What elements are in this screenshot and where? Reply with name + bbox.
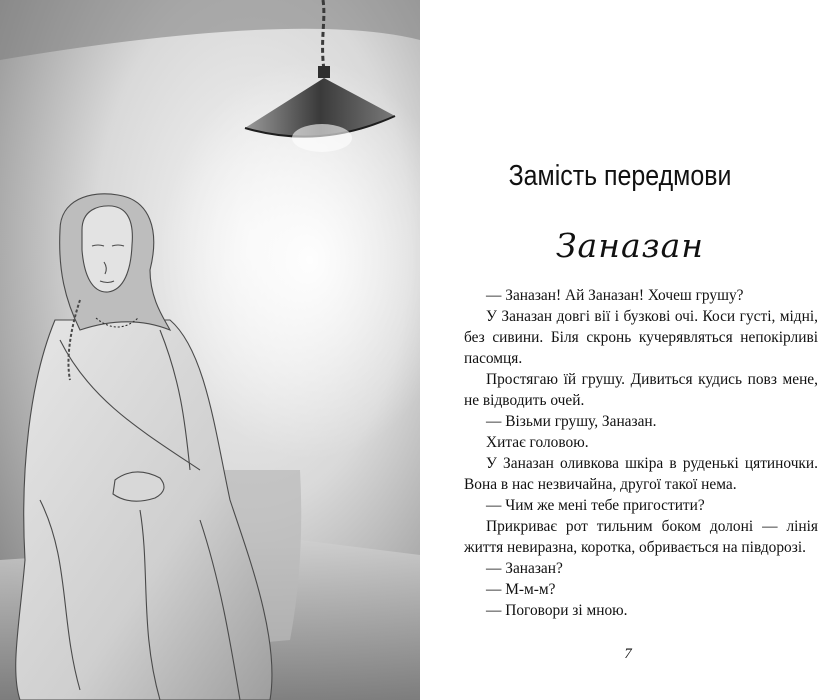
paragraph: — Візьми грушу, Заназан. [486,413,657,430]
chapter-title: Замість передмови [508,160,732,192]
story-title: Заназан [555,226,705,265]
page-number: 7 [624,646,632,662]
paragraph: — Поговори зі мною. [486,602,628,619]
story-text [464,285,818,621]
paragraph: Простягаю їй грушу. Дивиться кудись повз мене, не відводить очей. [464,371,818,409]
paragraph: У Заназан оливкова шкіра в руденькі цятиночки. Вона в нас незвичайна, другої такої нема. [464,455,818,493]
paragraph: Прикриває рот тильним боком долоні — лінія життя невиразна, коротка, обривається на півдорозі. [464,518,818,556]
paragraph: У Заназан довгі вії і бузкові очі. Коси густі, мідні, без сивини. Біля скронь кучерявляться непокірливі пасомця. [464,308,818,367]
paragraph: — М-м-м? [486,581,556,598]
paragraph: Хитає головою. [486,434,589,451]
paragraph: — Заназан! Ай Заназан! Хочеш грушу? [486,287,744,304]
right-page [420,0,840,700]
paragraph: — Чим же мені тебе пригостити? [486,497,705,514]
paragraph: — Заназан? [486,560,563,577]
